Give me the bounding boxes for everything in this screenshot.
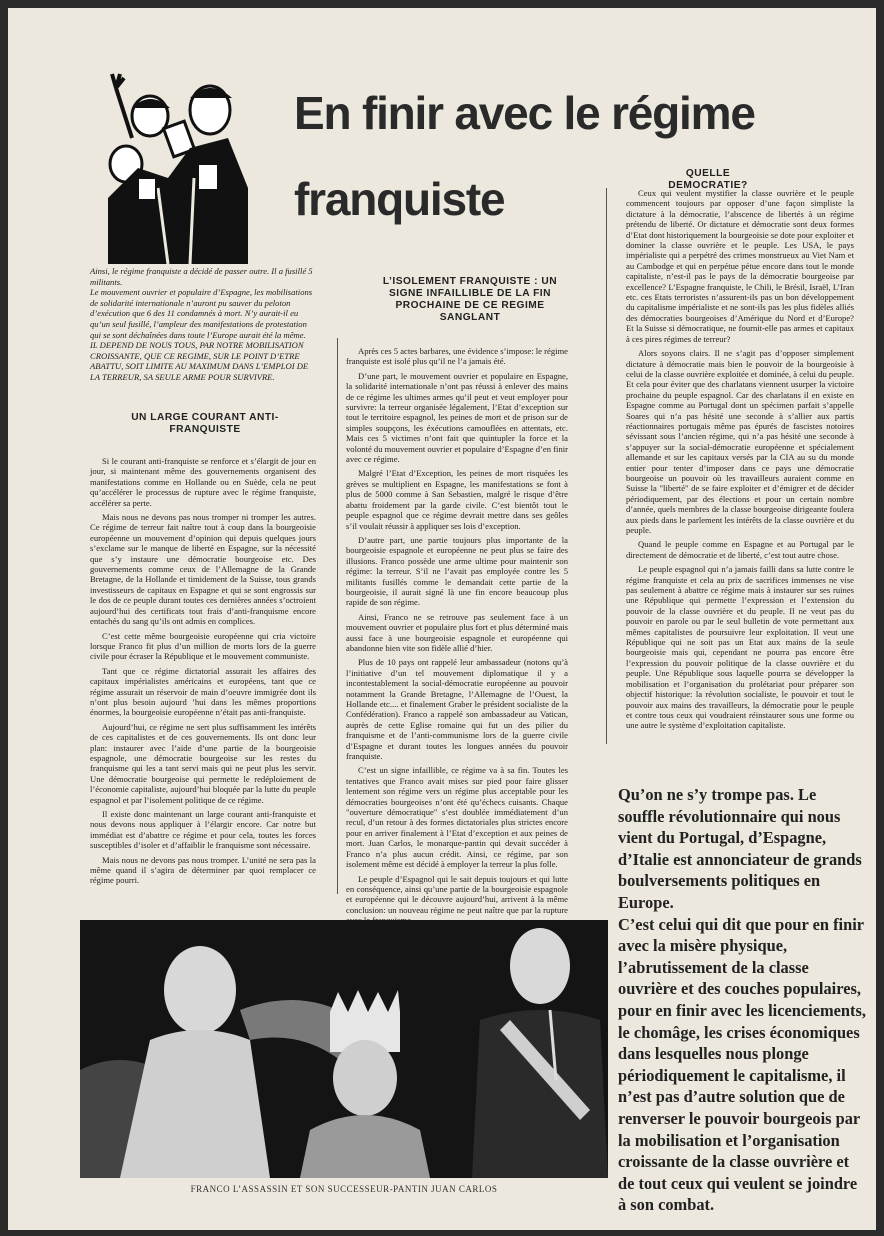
newspaper-page [8, 8, 876, 1230]
subheading-anti-franquiste: UN LARGE COURANT ANTI-FRANQUISTE [131, 412, 279, 435]
paragraph: Mais nous ne devons pas nous tromper. L’unité ne sera pas la même quand il s’agira de déterminer par quoi remplacer ce régime pourri. [90, 854, 316, 886]
paragraph: Quand le peuple comme en Espagne et au Portugal par le directement de démocratie et de liberté, c’est tout autre chose. [626, 539, 854, 560]
subheading-isolement: L’ISOLEMENT FRANQUISTE : UN SIGNE INFAILLIBLE DE LA FIN PROCHAINE DE CE REGIME SANGLANT [382, 276, 558, 323]
paragraph: Le peuple espagnol qui n’a jamais failli dans sa lutte contre le régime franquiste et cela au prix de sacrifices immenses ne vise pas seulement à abattre ce régime mais à instaurer sur ses ruines une République qui permette l’expression et l’extension du pouvoir de la classe ouvrière et du peuple. Il ne veut pas du pouvoir en parole ou par le seul bulletin de vote permettant aux mêmes capitalistes de poursuivre leur exploitation. Il veut une République qui ne soit pas un Etat aux mains de la seule bourgeoisie mais qui, cependant ne pourra pas encore être l’expression du pouvoir politique de la classe ouvrière et du peuple. Une République sous laquelle pourra se développer la mobilisation et l’organisation du prolétariat pour préparer son objectif historique: la révolution socialiste, le pouvoir et tout le pouvoir aux mains des travailleurs, la démocratie pour le peuple et contre tous ceux qui voudraient réinstaurer sous une forme ou une autre le système d’exploitation capitaliste. [626, 564, 854, 731]
article-column-1 [90, 456, 316, 896]
paragraph: Mais nous ne devons pas nous tromper ni tromper les autres. Ce régime de terreur fait naître tout à coup dans la bourgeoisie européenne un mouvement d’opinion qui depuis quelques jours s’exclame sur le manque de liberté en Espagne, sur la nécessité que s’y instaure une démocratie bourgeoise etc. Des gouvernements comme ceux de l’Allemagne de la Grande Bretagne, de la Hollande et timidement de la Suisse, tous grands investisseurs de capitaux en Espagne et qui se sont engrossis sur le dos de ce peuple durant toutes ces dernières années s’octroient aujourd’hui des certificats tout frais d’anti-franquisme encore entachés du sang qu’ils ont admis en complices. [90, 512, 316, 627]
franco-juan-carlos-photo [80, 920, 608, 1178]
paragraph: Alors soyons clairs. Il ne s’agit pas d’opposer simplement dictature à démocratie mais bien le pouvoir de la bourgeoisie à celui de la classe ouvrière exploitée et dominée, à celui du peuple. Et cela pour éviter que des charlatans viennent usurper la victoire prochaine du peuple espagnol. Car des charlatans il en existe en Espagne comme au Portugal dont un spécimen parfait s’appelle Soares qui n’a pas hésité une seconde à s’allier aux partis réactionnaires portugais même pas épurés de fascistes notoires sévissant sous l’ancien régime, qui n’a pas hésité une seconde à s’appuyer sur la social-démocratie européenne et spécialement allemande et sur les capitaux versés par la CIA au su du monde entier pour tenter d’imposer dans ce pays une démocratie bourgeoise un pouvoir où les travailleurs auraient comme en Suisse la "liberté" de se faire exploiter et d’émigrer et de décider périodiquement, par des élections et pour un certain nombre d’année, quels membres de la classe bourgeoise dirigeante foulera aux pieds dans le parlement les intérêts de la classe ouvrière et du peuple. [626, 348, 854, 535]
subheading-democratie: QUELLE DEMOCRATIE? [668, 168, 748, 191]
caption-paragraph: Le mouvement ouvrier et populaire d’Espagne, les mobilisations de solidarité internationale n’auront pu sauver du peloton d’exécution que 6 des 11 condamnés à mort. N’y aurait-il eu qu’un seul fusillé, l’ampleur des manifestations de protestation qui se sont déchaînées dans toute l’Europe aurait été la même. [90, 287, 313, 340]
article-column-2 [346, 346, 568, 915]
paragraph: Plus de 10 pays ont rappelé leur ambassadeur (notons qu’à l’initiative d’un tel mouvement diplomatique il y a incontestablement la social-démocratie européenne au pouvoir notamment la Grande Bretagne, l’Allemagne de l’Ouest, la Hollande etc.... et finalement Graber le président socialiste de la Confédération). Franco a rappelé son ambassadeur au Vatican, auprès de cette Eglise romaine qui fut un des pilier du franquisme et de l’anti-communisme lors de la guerre civile d’Espagne et durant toutes les longues années du pouvoir franquiste. [346, 657, 568, 762]
closing-statement [618, 784, 866, 1216]
paragraph: Malgré l’Etat d’Exception, les peines de mort risquées les grèves se multiplient en Espagne, les manifestations se font à plus de 5000 comme à San Sebastien, malgré le risque d’être abattu froidement par la garde civile. C’est bientôt tout le peuple espagnol que ce régime devrait mettre dans ses geôles s’il voulait réussir à appliquer ses lois d’exception. [346, 468, 568, 531]
paragraph: Si le courant anti-franquiste se renforce et s’élargit de jour en jour, si maintenant même des gouvernements organisent des manifestations comme en Hollande ou en Suède, cela ne peut qu’accélérer le processus de rupture avec le régime franquiste, accélérer sa perte. [90, 456, 316, 508]
quote-paragraph: Qu’on ne s’y trompe pas. Le souffle révolutionnaire qui nous vient du Portugal, d’Espagne, d’Italie est annonciateur de grands boulversements politiques en Europe. [618, 785, 862, 912]
column-divider [337, 338, 338, 894]
caption-paragraph: IL DEPEND DE NOUS TOUS, PAR NOTRE MOBILISATION CROISSANTE, QUE CE REGIME, SUR LE POINT D’ETRE ABATTU, SOIT LIMITE AU MAXIMUM DANS L’EMPLOI DE LA TERREUR, SA SEULE ARME POUR SURVIVRE. [90, 340, 309, 382]
paragraph: D’une part, le mouvement ouvrier et populaire en Espagne, la solidarité internationale n’ont pas réussi à enlever des mains de ce régime les ultimes armes qu’il peut et veut employer pour survivre: la terreur organisée légalement, l’Etat d’exception sur tout le territoire espagnol, les peines de mort et de prison sur de simples soupçons, les éxécutions camouflées en attentats, etc. Mais ces 5 victimes n’ont fait que quintupler la force et la volonté du mouvement ouvrier et populaire d’Espagne d’en finir avec ce régime. [346, 370, 568, 465]
paragraph: Le peuple d’Espagnol qui le sait depuis toujours et qui lutte en conséquence, ainsi qu’une partie de la bourgeoisie espagnole et européenne qui le découvre aujourd’hui, arrivent à la même conclusion: un nouveau régime ne peut naître que par la rupture [346, 873, 568, 915]
quote-paragraph: C’est celui qui dit que pour en finir avec la misère physique, l’abrutissement de la classe ouvrière et des couches populaires, pour en finir avec les licenciements, le chomâge, les crises économiques dans lesquelles nous plonge périodiquement le capitalisme, il n’est pas d’autre solution que de renverser le pouvoir bourgeois par la mobilisation et l’organisation croissante de la classe ouvrière et de tout ceux qui veulent se joindre à son combat. [618, 914, 866, 1215]
paragraph: D’autre part, une partie toujours plus importante de la bourgeoisie espagnole et européenne ne peut plus se faire des illusions. Franco possède une arme ultime pour maintenir son régime: la terreur. S’il ne l’avait pas employée contre les 5 militants fusillés comme le demandait cette partie de la bourgeoisie, il aurait signé là une fin encore beaucoup plus rapide de son régime. [346, 534, 568, 608]
paragraph: Ainsi, Franco ne se retrouve pas seulement face à un mouvement ouvrier et populaire plus fort et plus déterminé mais aussi face à une bourgeoisie espagnole et européenne qui abandonne bien vite son fidèle allié d’hier. [346, 611, 568, 653]
column-divider [606, 188, 607, 744]
paragraph: Après ces 5 actes barbares, une évidence s’impose: le régime franquiste est isolé plus qu’il ne l’a jamais été. [346, 346, 568, 367]
paragraph: Ceux qui veulent mystifier la classe ouvrière et le peuple commencent toujours par opposer d’une façon simpliste la dictature à la démocratie, l’abscence de libertés à un régime prétendu de liberté. Or dictature et démocratie sont deux formes d’Etat dont historiquement la bourgeoisie se dote pour exploiter et dominer la classe ouvrière et le peuple. Les USA, le pays impérialiste qui a perpétré des crimes monstrueux au Viet Nam et au Cambodge et qui en perpétue pétue encore dans tout le monde capitaliste, n’est-il pas le pays de la démocratie bourgeoise par excellence? L’Espagne franquiste, le Chili, le Brésil, Israël, L’Iran etc. ces Etats terroristes n’assurent-ils pas un bon développement du capitalisme impérialiste et ne sont-ils pas les plus fidèles alliés des démocraties bourgeoises d’Amérique du Nord et d’Europe? Et la Suisse si démocratique, ne fournit-elle pas armes et capitaux à ces pires régimes de terreur? [626, 188, 854, 344]
paragraph: Il existe donc maintenant un large courant anti-franquiste et nous devons nous appliquer à l’élargir encore. Car notre but immédiat est d’abattre ce régime et pour cela, toutes les forces susceptibles d’isoler et d’affaiblir le franquisme sont nécessaire. [90, 809, 316, 851]
paragraph: C’est un signe infaillible, ce régime va à sa fin. Toutes les tentatives que Franco avait mises sur pied pour faire glisser lentement son régime vers un régime plus acceptable pour les démocraties bourgeoises n’ont été qu’échecs cuisants. Chaque "ouverture démocratique" s’est doublée immédiatement d’un recul, d’un retour à des formes dictatoriales plus strictes encore pour en arriver finalement à l’Etat d’exception et aux peines de mort. Juan Carlos, le monarque-pantin qui devait succéder à Franco n’a plus aucun crédit. Ainsi, ce régime, par son isolement même est décidé à employer la terreur la plus folle. [346, 765, 568, 870]
paragraph: Tant que ce régime dictatorial assurait les affaires des capitaux impérialistes américains et européens, tant que ce régime assurait un réservoir de main d’oeuvre immigrée dont ils n’ont plus besoin aujourd ’hui dans les mêmes proportions énormes, la bourgeoisie européenne n’était pas anti-franquiste. [90, 665, 316, 718]
article-column-3 [626, 188, 854, 748]
paragraph: C’est cette même bourgeoisie européenne qui cria victoire lorsque Franco fit plus d’un million de morts lors de la guerre civile pour écraser la République et le mouvement communiste. [90, 630, 316, 662]
caption-paragraph: Ainsi, le régime franquiste a décidé de passer outre. Il a fusillé 5 militants. [90, 266, 313, 287]
headline: En finir avec le régime franquiste [294, 87, 755, 225]
paragraph: Aujourd’hui, ce régime ne sert plus suffisamment les intérêts de ces capitalistes et de ces gouvernements. Ils ont donc leur plan: instaurer avec l’aide d’une partie de la bourgeoisie espagnole, une démocratie bourgeoise sur les restes du franquisme qui les a tant servi mais qui ne peut plus les servir. Une démocratie bourgeoise qui permette le redéploiement de l’économie capitaliste, aujourd’hui bloquée par la lutte du peuple espagnol et par l’isolement politique de ce régime. [90, 721, 316, 805]
photo-caption: FRANCO L’ASSASSIN ET SON SUCCESSEUR-PANTIN JUAN CARLOS [190, 1184, 498, 1194]
intro-caption [90, 266, 316, 383]
raised-fists-illustration [98, 68, 258, 264]
